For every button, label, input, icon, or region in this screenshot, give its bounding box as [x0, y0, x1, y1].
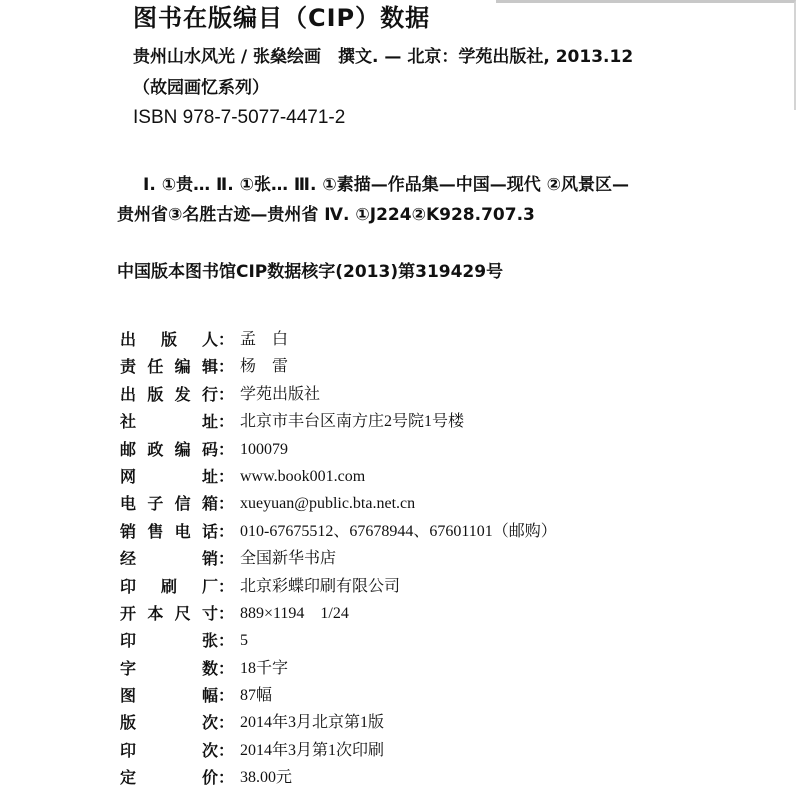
detail-label: 出版发行 — [120, 384, 218, 404]
detail-row-postcode — [120, 436, 780, 463]
detail-colon: ： — [218, 549, 235, 569]
detail-value: 北京市丰台区南方庄2号院1号楼 — [240, 413, 465, 431]
detail-value: 杨 雷 — [240, 358, 289, 376]
detail-colon: ： — [218, 658, 235, 678]
detail-label: 责任编辑 — [120, 357, 218, 377]
detail-colon: ： — [218, 713, 235, 733]
cip-classification-line-1: Ⅰ. ①贵… Ⅱ. ①张… Ⅲ. ①素描—作品集—中国—现代 ②风景区— — [143, 175, 630, 195]
detail-colon: ： — [218, 439, 235, 459]
detail-row-printing — [120, 737, 780, 764]
detail-label: 图幅 — [120, 686, 218, 706]
detail-value: 2014年3月北京第1版 — [240, 714, 385, 732]
detail-colon: ： — [218, 740, 235, 760]
detail-value: 全国新华书店 — [240, 550, 337, 568]
detail-label: 印刷厂 — [120, 576, 218, 596]
detail-label: 出版人 — [120, 330, 218, 349]
detail-row-editor — [120, 353, 780, 380]
detail-colon: ： — [218, 521, 235, 541]
cip-isbn: ISBN 978-7-5077-4471-2 — [133, 107, 346, 128]
detail-row-sheets — [120, 627, 780, 654]
detail-colon: ： — [218, 494, 235, 514]
detail-label: 版次 — [120, 713, 218, 733]
detail-row-publisher — [120, 381, 780, 408]
detail-row-sales-phone — [120, 518, 780, 545]
detail-value: 889×1194 1/24 — [240, 604, 349, 622]
detail-label: 销售电话 — [120, 521, 218, 541]
publication-details — [120, 326, 780, 792]
detail-row-word-count — [120, 655, 780, 682]
cip-heading: 图书在版编目（CIP）数据 — [133, 4, 431, 32]
detail-label: 网址 — [120, 466, 218, 486]
detail-value: 18千字 — [240, 659, 289, 677]
detail-value: 2014年3月第1次印刷 — [240, 741, 385, 759]
detail-colon: ： — [218, 631, 235, 651]
detail-value: 100079 — [240, 440, 288, 458]
detail-row-website — [120, 463, 780, 490]
detail-value: 5 — [240, 632, 248, 650]
detail-value: xueyuan@public.bta.net.cn — [240, 495, 416, 513]
detail-row-printer — [120, 573, 780, 600]
detail-value: 学苑出版社 — [240, 385, 321, 403]
cip-number: 中国版本图书馆CIP数据核字(2013)第319429号 — [117, 262, 504, 282]
detail-row-publisher-person — [120, 326, 780, 353]
detail-row-edition — [120, 709, 780, 736]
detail-value: 北京彩蝶印刷有限公司 — [240, 577, 401, 595]
detail-colon: ： — [218, 603, 235, 623]
detail-label: 开本尺寸 — [120, 603, 218, 623]
detail-row-email — [120, 490, 780, 517]
detail-colon: ： — [218, 768, 235, 788]
detail-label: 邮政编码 — [120, 439, 218, 459]
detail-label: 电子信箱 — [120, 494, 218, 514]
detail-label: 印次 — [120, 740, 218, 760]
detail-colon: ： — [218, 686, 235, 706]
detail-value: 87幅 — [240, 687, 273, 705]
cip-series: （故园画忆系列） — [133, 78, 269, 98]
detail-colon: ： — [218, 466, 235, 486]
cip-title-line: 贵州山水风光 / 张燊绘画 撰文. — 北京：学苑出版社, 2013.12 — [133, 47, 634, 67]
detail-colon: ： — [218, 384, 235, 404]
detail-row-price — [120, 764, 780, 791]
detail-row-address — [120, 408, 780, 435]
detail-value: 孟 白 — [240, 331, 289, 348]
detail-row-figures — [120, 682, 780, 709]
detail-value: 38.00元 — [240, 769, 293, 787]
detail-colon: ： — [218, 576, 235, 596]
detail-colon: ： — [218, 412, 235, 432]
detail-colon: ： — [218, 330, 235, 349]
detail-label: 社址 — [120, 412, 218, 432]
detail-label: 印张 — [120, 631, 218, 651]
detail-label: 经销 — [120, 549, 218, 569]
detail-row-format — [120, 600, 780, 627]
detail-colon: ： — [218, 357, 235, 377]
detail-row-distributor — [120, 545, 780, 572]
detail-value: www.book001.com — [240, 467, 366, 485]
cip-classification-line-2: 贵州省③名胜古迹—贵州省 Ⅳ. ①J224②K928.707.3 — [117, 205, 535, 225]
detail-label: 定价 — [120, 768, 218, 788]
detail-value: 010-67675512、67678944、67601101（邮购） — [240, 522, 557, 540]
detail-label: 字数 — [120, 658, 218, 678]
